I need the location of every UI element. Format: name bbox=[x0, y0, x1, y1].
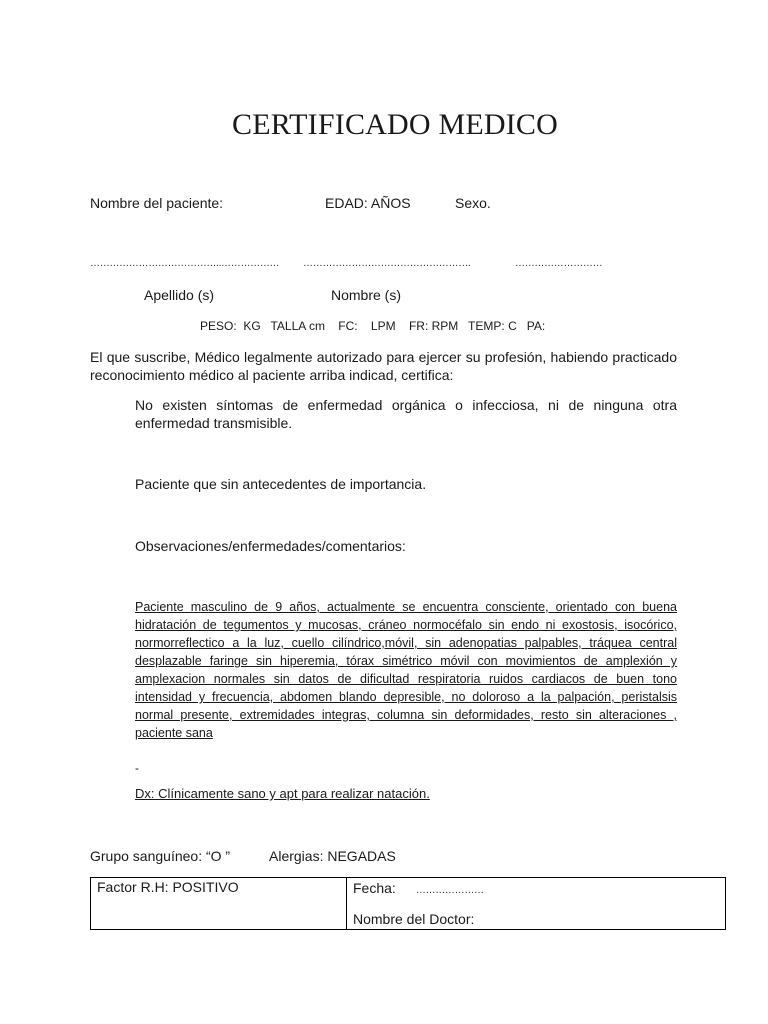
surname-blank-line: …………………………………..……………… bbox=[90, 258, 280, 269]
blood-group: Grupo sanguíneo: “O ” bbox=[90, 848, 231, 864]
patient-name-label: Nombre del paciente: bbox=[90, 195, 224, 211]
date-blank-line: ………………… bbox=[415, 885, 484, 896]
extra-blank-line: ……………………… bbox=[515, 258, 603, 269]
observations-label: Observaciones/enfermedades/comentarios: bbox=[135, 538, 406, 554]
signature-table bbox=[90, 877, 726, 930]
date-label: Fecha: bbox=[353, 880, 396, 896]
no-history-statement: Paciente que sin antecedentes de importancia. bbox=[135, 476, 427, 492]
document-title: CERTIFICADO MEDICO bbox=[232, 108, 558, 141]
allergies: Alergias: NEGADAS bbox=[269, 848, 396, 864]
dash-mark: - bbox=[135, 761, 139, 775]
date-row bbox=[353, 879, 719, 900]
vitals-line: PESO: KG TALLA cm FC: LPM FR: RPM TEMP: C PA: bbox=[200, 319, 546, 333]
diagnosis-line: Dx: Clínicamente sano y apt para realizar natación. bbox=[135, 786, 430, 801]
sex-label: Sexo. bbox=[455, 195, 491, 211]
rh-factor-text: Factor R.H: POSITIVO bbox=[97, 879, 239, 895]
rh-factor-cell bbox=[91, 878, 347, 930]
doctor-name-label: Nombre del Doctor: bbox=[353, 911, 475, 927]
surname-label: Apellido (s) bbox=[144, 287, 215, 303]
given-name-blank-line: ……………………………………………. bbox=[303, 258, 471, 269]
intro-paragraph: El que suscribe, Médico legalmente autorizado para ejercer su profesión, habiendo practicado reconocimiento médico al paciente arriba indicad, certifica: bbox=[90, 349, 677, 383]
age-label: EDAD: AÑOS bbox=[325, 195, 411, 211]
observations-text: Paciente masculino de 9 años, actualmente se encuentra consciente, orientado con buena hidratación de tegumentos y mucosas, cráneo normocéfalo sin endo ni exostosis, isocórico, normorreflectico a la luz, cuello cilíndrico,móvil, sin adenopatias palpables, tráquea central desplazable faringe sin hiperemia, tórax simétrico móvil con movimientos de amplexión y amplexacion normales sin datos de dificultad respiratoria ruidos cardiacos de buen tono intensidad y frecuencia, abdomen blando depresible, no doloroso a la palpación, peristalsis normal presente, extremidades integras, columna sin deformidades, resto sin alteraciones , paciente sana bbox=[135, 600, 677, 740]
doctor-info-cell bbox=[347, 878, 726, 930]
no-symptoms-statement: No existen síntomas de enfermedad orgánica o infecciosa, ni de ninguna otra enfermedad transmisible. bbox=[135, 397, 677, 431]
given-name-label: Nombre (s) bbox=[331, 287, 402, 303]
